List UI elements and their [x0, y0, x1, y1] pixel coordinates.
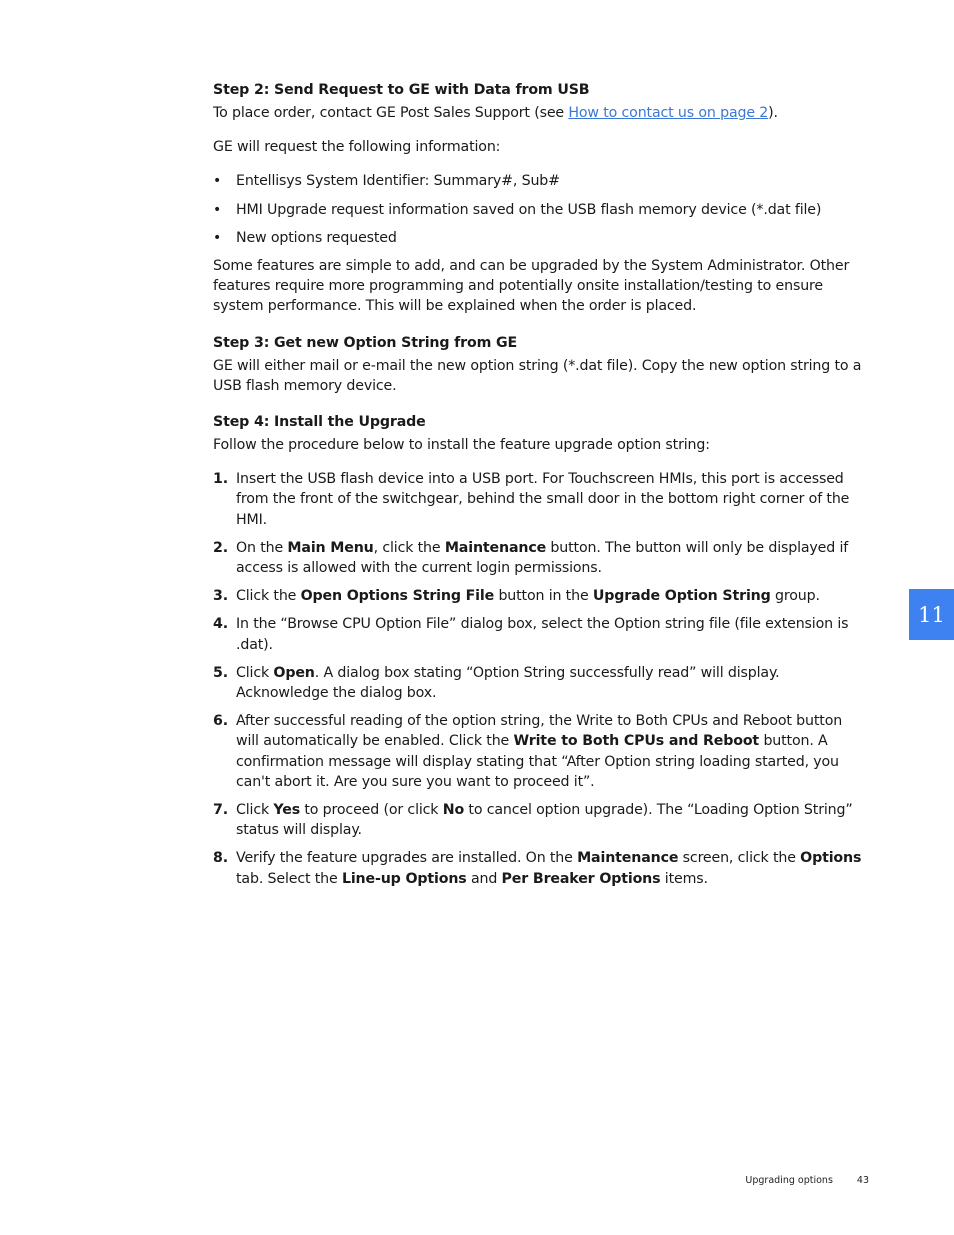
- list-item: 1. Insert the USB flash device into a USB port. For Touchscreen HMIs, this port is accessed from the front of the switchgear, behind the small door in the bottom right corner of the HMI.: [213, 471, 850, 528]
- bullet-icon: •: [213, 201, 222, 218]
- step3-text: GE will either mail or e-mail the new option string (*.dat file). Copy the new option string to a USB flash memory device.: [213, 357, 862, 394]
- request-info-list: [213, 171, 869, 248]
- list-item: 5. Click Open. A dialog box stating “Option String successfully read” will display. Acknowledge the dialog box.: [213, 664, 780, 702]
- step4-intro: Follow the procedure below to install the feature upgrade option string:: [213, 437, 710, 454]
- chapter-tab: 11: [909, 589, 954, 640]
- list-item: 3. Click the Open Options String File button in the Upgrade Option String group.: [213, 588, 820, 605]
- request-intro: GE will request the following information:: [213, 139, 501, 156]
- contact-us-link[interactable]: How to contact us on page 2: [568, 105, 769, 121]
- list-item: • Entellisys System Identifier: Summary#, Sub#: [213, 171, 869, 191]
- page-content: [213, 80, 869, 897]
- list-item: • New options requested: [213, 228, 869, 248]
- install-steps-list: [213, 469, 869, 889]
- step2-heading: Step 2: Send Request to GE with Data from USB: [213, 82, 590, 98]
- list-item: 7. Click Yes to proceed (or click No to cancel option upgrade). The “Loading Option String” status will display.: [213, 802, 853, 839]
- list-item: • HMI Upgrade request information saved on the USB flash memory device (*.dat file): [213, 200, 869, 220]
- list-item: 6. After successful reading of the option string, the Write to Both CPUs and Reboot button will automatically be enabled. Click the Write to Both CPUs and Reboot button. A confirmation message will display stating that “After Option string loading started, you can't abort it. Are you sure you want to proceed it”.: [213, 713, 843, 790]
- footer-section-name: Upgrading options: [745, 1175, 833, 1186]
- page-footer: [745, 1175, 869, 1186]
- bullet-icon: •: [213, 173, 222, 190]
- step4-heading: Step 4: Install the Upgrade: [213, 414, 426, 431]
- upgrade-note: Some features are simple to add, and can be upgraded by the System Administrator. Other features require more programming and potentially onsite installation/testing to ensure system performance. This will be explained when the order is placed.: [213, 258, 850, 315]
- page-number: 43: [856, 1175, 869, 1186]
- step3-heading: Step 3: Get new Option String from GE: [213, 334, 518, 351]
- bullet-icon: •: [213, 229, 222, 246]
- list-item: 4. In the “Browse CPU Option File” dialog box, select the Option string file (file extension is .dat).: [213, 616, 849, 653]
- list-item: 2. On the Main Menu, click the Maintenance button. The button will only be displayed if access is allowed with the current login permissions.: [213, 539, 849, 577]
- step2-intro: To place order, contact GE Post Sales Support (see How to contact us on page 2).: [213, 105, 778, 121]
- list-item: 8. Verify the feature upgrades are installed. On the Maintenance screen, click the Options tab. Select the Line-up Options and Per Breaker Options items.: [213, 850, 862, 887]
